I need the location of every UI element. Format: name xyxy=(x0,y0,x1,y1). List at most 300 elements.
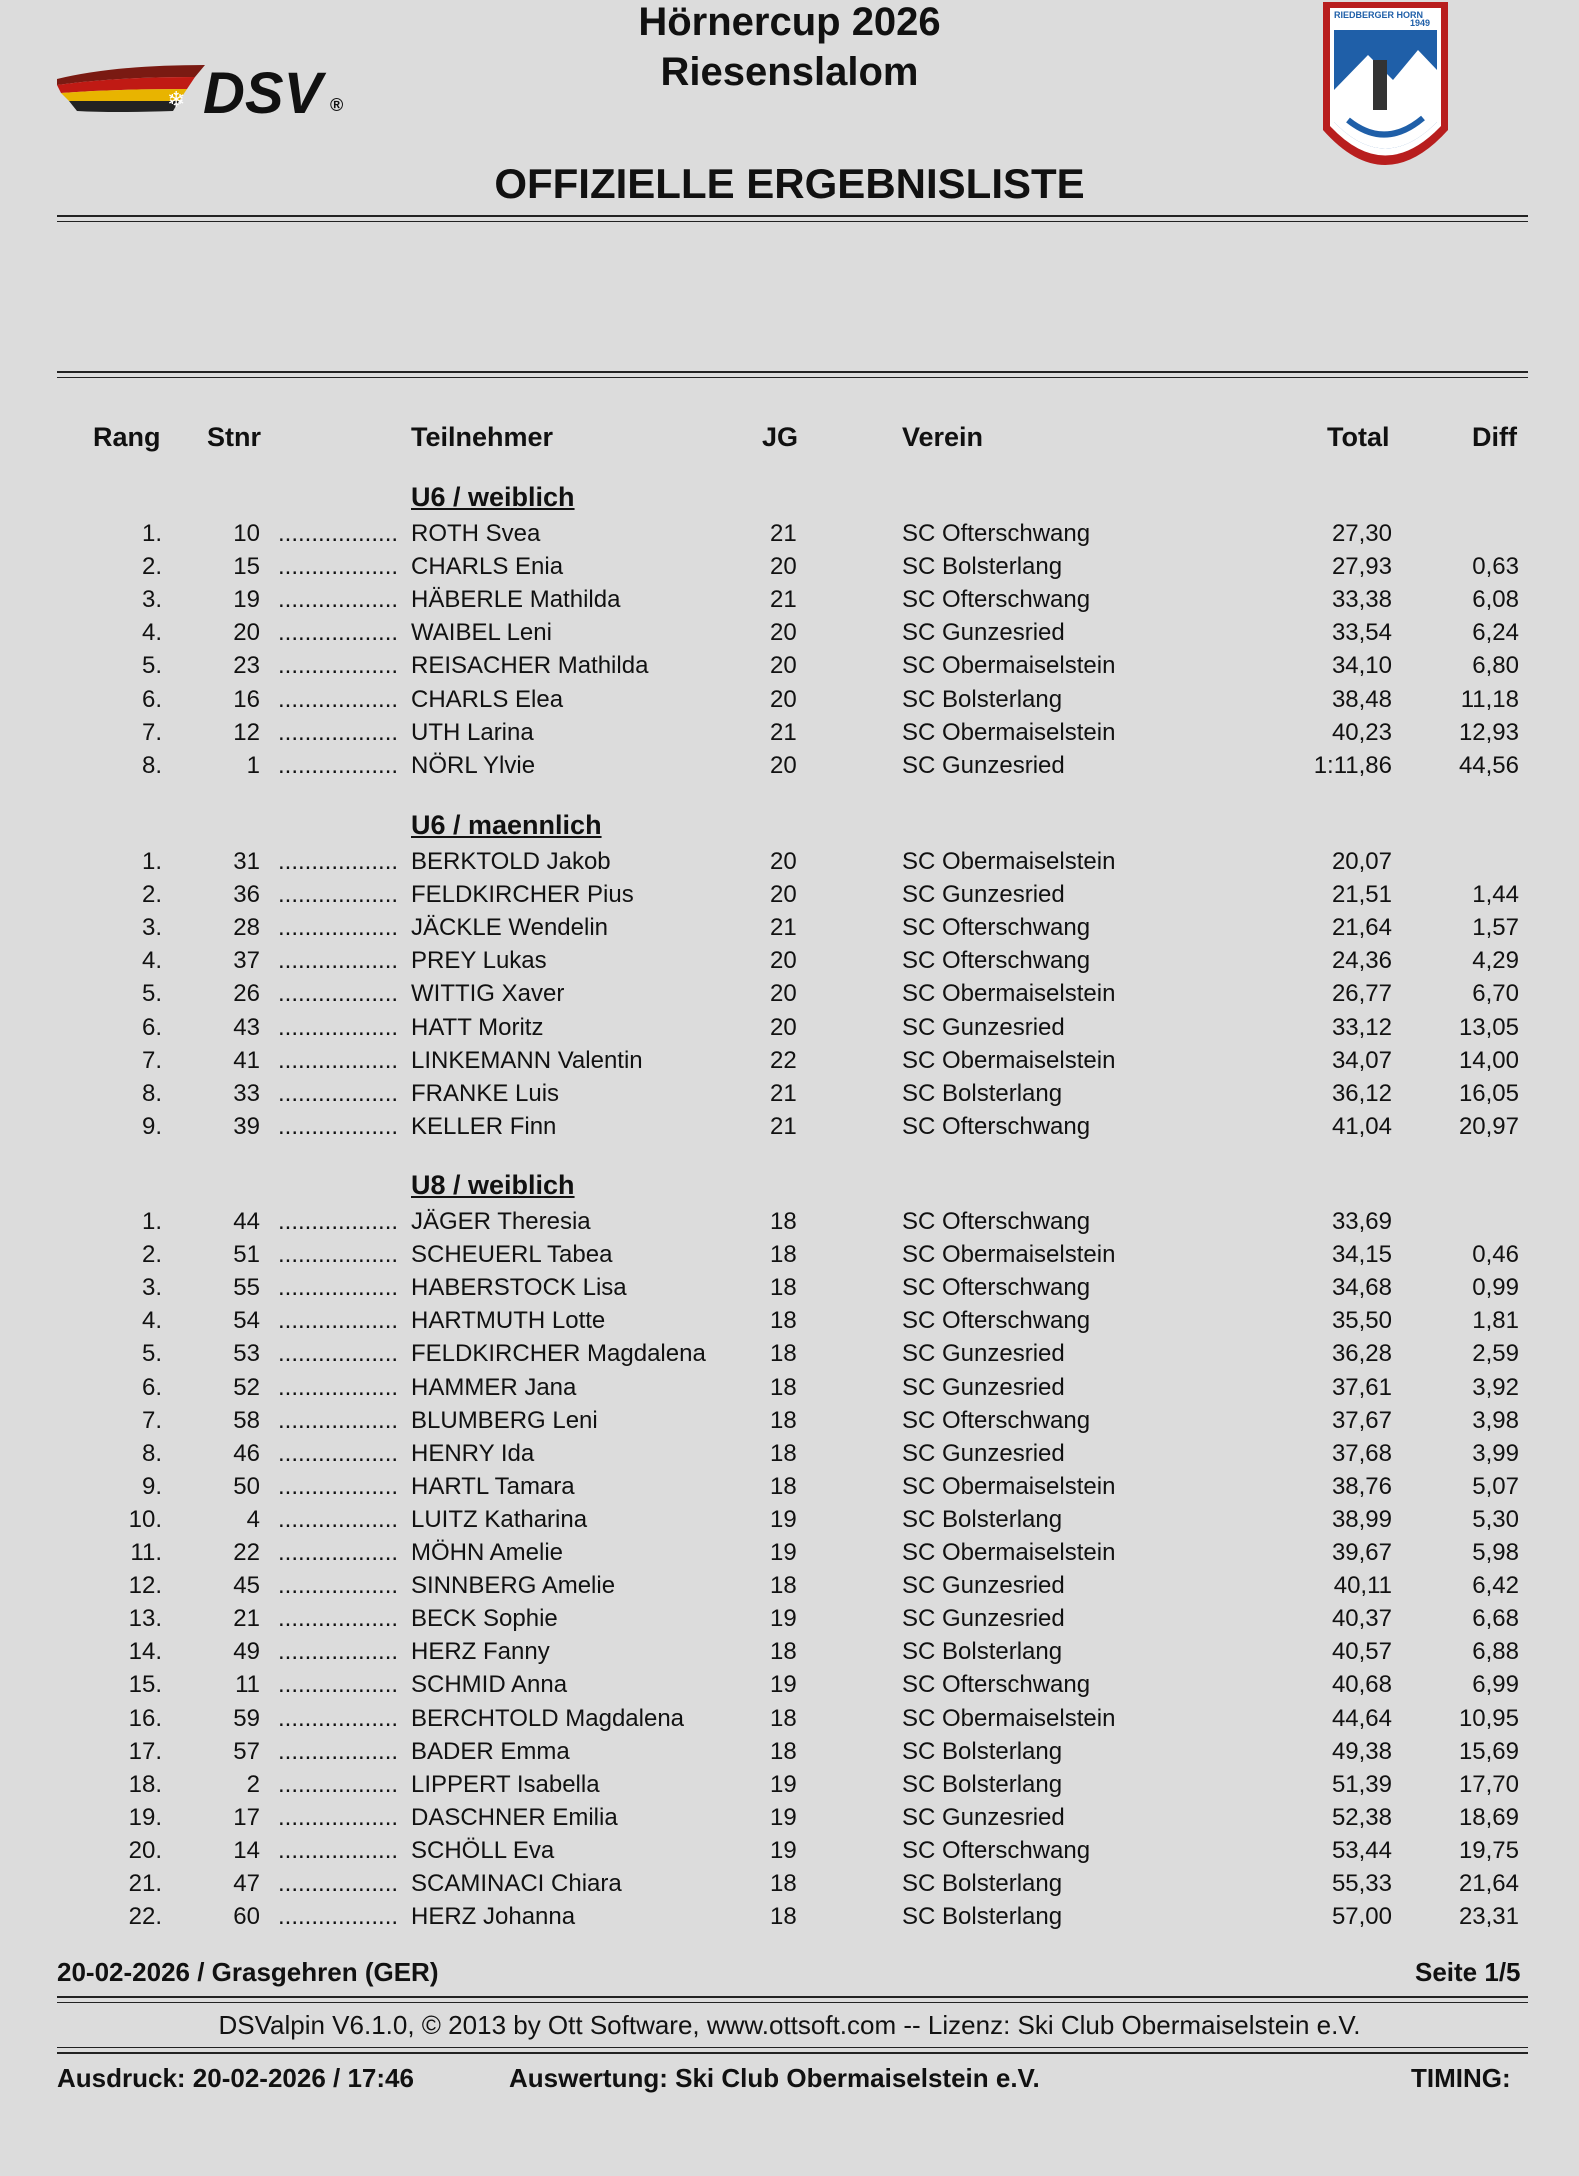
diff-cell: 6,99 xyxy=(1472,1671,1519,1699)
dot-leader: .................. xyxy=(278,1605,399,1633)
diff-cell: 17,70 xyxy=(1458,1770,1519,1798)
jg-cell: 20 xyxy=(770,751,797,779)
dot-leader: .................. xyxy=(278,1770,399,1798)
jg-cell: 21 xyxy=(770,914,797,942)
col-rang: Rang xyxy=(93,422,161,452)
dot-leader: .................. xyxy=(278,1307,399,1335)
stnr-cell: 50 xyxy=(233,1472,260,1500)
table-row xyxy=(0,881,1579,914)
stnr-cell: 15 xyxy=(233,553,260,581)
jg-cell: 20 xyxy=(770,1013,797,1041)
table-row xyxy=(0,1241,1579,1274)
total-cell: 27,30 xyxy=(1331,520,1392,547)
jg-cell: 19 xyxy=(770,1671,797,1699)
diff-cell: 6,80 xyxy=(1472,652,1519,680)
name-cell: CHARLS Elea xyxy=(411,685,564,713)
name-cell: CHARLS Enia xyxy=(411,553,564,581)
stnr-cell: 17 xyxy=(233,1803,260,1831)
name-cell: PREY Lukas xyxy=(411,947,547,975)
rang-cell: 2. xyxy=(141,1241,162,1269)
stnr-cell: 49 xyxy=(233,1638,260,1666)
verein-cell: SC Gunzesried xyxy=(902,1340,1065,1368)
name-cell: UTH Larina xyxy=(411,718,534,746)
diff-cell: 1,81 xyxy=(1472,1307,1519,1335)
stnr-cell: 4 xyxy=(246,1505,260,1533)
rang-cell: 2. xyxy=(141,881,162,909)
crest-year: 1949 xyxy=(1410,18,1431,28)
table-row xyxy=(0,1870,1579,1903)
rang-cell: 1. xyxy=(141,848,162,875)
name-cell: FRANKE Luis xyxy=(411,1079,560,1107)
diff-cell: 5,98 xyxy=(1472,1539,1519,1566)
table-row xyxy=(0,1113,1579,1146)
table-row xyxy=(0,1473,1579,1506)
name-cell: SCHEUERL Tabea xyxy=(411,1241,613,1269)
stnr-cell: 47 xyxy=(233,1870,260,1897)
dot-leader: .................. xyxy=(278,1274,399,1302)
rang-cell: 12. xyxy=(128,1572,162,1600)
name-cell: HÄBERLE Mathilda xyxy=(411,586,621,614)
diff-cell: 6,68 xyxy=(1472,1605,1519,1633)
jg-cell: 20 xyxy=(770,848,797,875)
rang-cell: 8. xyxy=(141,1439,162,1467)
jg-cell: 20 xyxy=(770,685,797,713)
verein-cell: SC Ofterschwang xyxy=(902,1836,1091,1864)
verein-cell: SC Gunzesried xyxy=(902,1605,1065,1633)
name-cell: HABERSTOCK Lisa xyxy=(411,1274,627,1302)
dot-leader: .................. xyxy=(278,1373,399,1401)
stnr-cell: 11 xyxy=(235,1671,260,1699)
dot-leader: .................. xyxy=(278,1472,399,1500)
total-cell: 49,38 xyxy=(1331,1737,1392,1765)
stnr-cell: 57 xyxy=(233,1737,260,1765)
total-cell: 36,12 xyxy=(1331,1079,1392,1107)
total-cell: 52,38 xyxy=(1331,1803,1392,1831)
rang-cell: 7. xyxy=(141,718,162,746)
diff-cell: 3,92 xyxy=(1472,1373,1519,1401)
verein-cell: SC Obermaiselstein xyxy=(902,1472,1116,1500)
table-row xyxy=(0,1047,1579,1080)
header-rule xyxy=(57,215,1528,217)
verein-cell: SC Ofterschwang xyxy=(902,1274,1091,1302)
stnr-cell: 59 xyxy=(233,1704,260,1732)
table-row xyxy=(0,1638,1579,1671)
total-cell: 36,28 xyxy=(1331,1340,1392,1368)
verein-cell: SC Obermaiselstein xyxy=(902,718,1116,746)
diff-cell: 6,42 xyxy=(1472,1572,1519,1600)
section-title: U6 / maennlich xyxy=(411,810,602,840)
name-cell: FELDKIRCHER Magdalena xyxy=(411,1340,706,1368)
dot-leader: .................. xyxy=(278,1406,399,1434)
total-cell: 53,44 xyxy=(1331,1836,1392,1864)
diff-cell: 19,75 xyxy=(1458,1836,1519,1864)
name-cell: LUITZ Katharina xyxy=(411,1505,588,1533)
diff-cell: 15,69 xyxy=(1458,1737,1519,1765)
dot-leader: .................. xyxy=(278,520,399,547)
total-cell: 39,67 xyxy=(1331,1539,1392,1566)
stnr-cell: 39 xyxy=(233,1112,260,1140)
stnr-cell: 54 xyxy=(233,1307,260,1335)
verein-cell: SC Ofterschwang xyxy=(902,1307,1091,1335)
verein-cell: SC Gunzesried xyxy=(902,619,1065,647)
verein-cell: SC Gunzesried xyxy=(902,1803,1065,1831)
total-cell: 26,77 xyxy=(1331,980,1392,1008)
name-cell: SCHMID Anna xyxy=(411,1671,568,1699)
rang-cell: 6. xyxy=(141,1013,162,1041)
diff-cell: 11,18 xyxy=(1460,685,1519,713)
rang-cell: 14. xyxy=(128,1638,162,1666)
stnr-cell: 31 xyxy=(233,848,260,875)
verein-cell: SC Bolsterlang xyxy=(902,1737,1063,1765)
rang-cell: 7. xyxy=(141,1046,162,1074)
jg-cell: 21 xyxy=(770,586,797,614)
table-row xyxy=(0,1307,1579,1340)
stnr-cell: 16 xyxy=(233,685,260,713)
total-cell: 40,23 xyxy=(1331,718,1392,746)
rang-cell: 19. xyxy=(128,1803,162,1831)
svg-text:®: ® xyxy=(330,95,344,115)
stnr-cell: 58 xyxy=(233,1406,260,1434)
jg-cell: 19 xyxy=(770,1836,797,1864)
stnr-cell: 14 xyxy=(233,1836,260,1864)
name-cell: HENRY Ida xyxy=(411,1439,535,1467)
col-jg: JG xyxy=(762,422,799,452)
section-title: U8 / weiblich xyxy=(411,1170,575,1200)
dot-leader: .................. xyxy=(278,1241,399,1269)
name-cell: HATT Moritz xyxy=(411,1013,544,1041)
total-cell: 37,61 xyxy=(1331,1373,1392,1401)
jg-cell: 19 xyxy=(770,1505,797,1533)
total-cell: 44,64 xyxy=(1331,1704,1392,1732)
verein-cell: SC Ofterschwang xyxy=(902,1112,1091,1140)
rang-cell: 21. xyxy=(128,1870,162,1897)
table-row xyxy=(0,1903,1579,1936)
jg-cell: 21 xyxy=(770,1079,797,1107)
table-row xyxy=(0,619,1579,652)
table-row xyxy=(0,520,1579,553)
jg-cell: 20 xyxy=(770,881,797,909)
rang-cell: 15. xyxy=(128,1671,162,1699)
dot-leader: .................. xyxy=(278,1803,399,1831)
rang-cell: 6. xyxy=(141,685,162,713)
total-cell: 21,64 xyxy=(1331,914,1392,942)
name-cell: JÄGER Theresia xyxy=(411,1208,591,1235)
stnr-cell: 20 xyxy=(233,619,260,647)
verein-cell: SC Gunzesried xyxy=(902,1572,1065,1600)
diff-cell: 1,57 xyxy=(1472,914,1519,942)
jg-cell: 18 xyxy=(770,1208,797,1235)
dot-leader: .................. xyxy=(278,553,399,581)
table-row xyxy=(0,1374,1579,1407)
diff-cell: 0,63 xyxy=(1472,553,1519,581)
total-cell: 24,36 xyxy=(1331,947,1392,975)
header-rule-thin xyxy=(57,221,1528,222)
diff-cell: 5,07 xyxy=(1472,1472,1519,1500)
rang-cell: 9. xyxy=(141,1112,162,1140)
jg-cell: 21 xyxy=(770,718,797,746)
verein-cell: SC Bolsterlang xyxy=(902,1079,1063,1107)
dot-leader: .................. xyxy=(278,1638,399,1666)
total-cell: 37,67 xyxy=(1331,1406,1392,1434)
name-cell: HARTL Tamara xyxy=(411,1472,575,1500)
diff-cell: 12,93 xyxy=(1458,718,1519,746)
diff-cell: 3,98 xyxy=(1472,1406,1519,1434)
jg-cell: 18 xyxy=(770,1307,797,1335)
name-cell: HERZ Fanny xyxy=(411,1638,550,1666)
total-cell: 34,07 xyxy=(1331,1046,1392,1074)
total-cell: 41,04 xyxy=(1331,1112,1392,1140)
diff-cell: 20,97 xyxy=(1458,1112,1519,1140)
table-row xyxy=(0,1340,1579,1373)
total-cell: 40,57 xyxy=(1331,1638,1392,1666)
stnr-cell: 19 xyxy=(233,586,260,614)
table-row xyxy=(0,553,1579,586)
stnr-cell: 44 xyxy=(233,1208,260,1235)
diff-cell: 21,64 xyxy=(1458,1870,1519,1897)
dot-leader: .................. xyxy=(278,1340,399,1368)
verein-cell: SC Gunzesried xyxy=(902,1439,1065,1467)
jg-cell: 18 xyxy=(770,1870,797,1897)
jg-cell: 18 xyxy=(770,1439,797,1467)
name-cell: ROTH Svea xyxy=(411,520,541,547)
stnr-cell: 21 xyxy=(233,1605,260,1633)
stnr-cell: 51 xyxy=(233,1241,260,1269)
diff-cell: 13,05 xyxy=(1458,1013,1519,1041)
name-cell: BERCHTOLD Magdalena xyxy=(411,1704,685,1732)
total-cell: 38,48 xyxy=(1331,685,1392,713)
stnr-cell: 10 xyxy=(233,520,260,547)
stnr-cell: 45 xyxy=(233,1572,260,1600)
total-cell: 38,76 xyxy=(1331,1472,1392,1500)
diff-cell: 6,88 xyxy=(1472,1638,1519,1666)
jg-cell: 18 xyxy=(770,1241,797,1269)
table-row xyxy=(0,1804,1579,1837)
table-row xyxy=(0,1837,1579,1870)
dsv-logo-text: DSV xyxy=(203,61,323,125)
rang-cell: 4. xyxy=(141,1307,162,1335)
total-cell: 40,37 xyxy=(1331,1605,1392,1633)
diff-cell: 10,95 xyxy=(1458,1704,1519,1732)
rang-cell: 4. xyxy=(141,619,162,647)
verein-cell: SC Gunzesried xyxy=(902,881,1065,909)
rang-cell: 4. xyxy=(141,947,162,975)
jg-cell: 20 xyxy=(770,652,797,680)
footer-timing: TIMING: xyxy=(1411,2063,1511,2093)
table-row xyxy=(0,1506,1579,1539)
table-row xyxy=(0,1014,1579,1047)
table-top-rule xyxy=(57,371,1528,373)
rang-cell: 7. xyxy=(141,1406,162,1434)
verein-cell: SC Obermaiselstein xyxy=(902,652,1116,680)
rang-cell: 20. xyxy=(128,1836,162,1864)
event-title: Hörnercup 2026 xyxy=(638,0,941,44)
name-cell: BECK Sophie xyxy=(411,1605,558,1633)
dot-leader: .................. xyxy=(278,980,399,1008)
diff-cell: 23,31 xyxy=(1458,1903,1519,1931)
name-cell: HARTMUTH Lotte xyxy=(411,1307,606,1335)
dot-leader: .................. xyxy=(278,685,399,713)
jg-cell: 19 xyxy=(770,1770,797,1798)
col-stnr: Stnr xyxy=(207,422,261,452)
total-cell: 37,68 xyxy=(1331,1439,1392,1467)
stnr-cell: 23 xyxy=(233,652,260,680)
name-cell: DASCHNER Emilia xyxy=(411,1803,618,1831)
diff-cell: 0,99 xyxy=(1472,1274,1519,1302)
dot-leader: .................. xyxy=(278,1704,399,1732)
table-row xyxy=(0,980,1579,1013)
table-top-rule-thin xyxy=(57,377,1528,378)
table-row xyxy=(0,1208,1579,1241)
table-row xyxy=(0,1407,1579,1440)
dot-leader: .................. xyxy=(278,1112,399,1140)
dot-leader: .................. xyxy=(278,1539,399,1566)
total-cell: 33,12 xyxy=(1331,1013,1392,1041)
name-cell: BERKTOLD Jakob xyxy=(411,848,611,875)
stnr-cell: 22 xyxy=(233,1539,260,1566)
footer-evaluation: Auswertung: Ski Club Obermaiselstein e.V. xyxy=(509,2063,1040,2093)
diff-cell: 14,00 xyxy=(1458,1046,1519,1074)
dot-leader: .................. xyxy=(278,1903,399,1931)
jg-cell: 21 xyxy=(770,1112,797,1140)
total-cell: 33,54 xyxy=(1331,619,1392,647)
dot-leader: .................. xyxy=(278,1439,399,1467)
event-discipline: Riesenslalom xyxy=(660,50,919,94)
jg-cell: 19 xyxy=(770,1605,797,1633)
jg-cell: 18 xyxy=(770,1572,797,1600)
table-row xyxy=(0,1605,1579,1638)
stnr-cell: 53 xyxy=(233,1340,260,1368)
jg-cell: 18 xyxy=(770,1373,797,1401)
diff-cell: 6,24 xyxy=(1472,619,1519,647)
jg-cell: 21 xyxy=(770,520,797,547)
stnr-cell: 60 xyxy=(233,1903,260,1931)
diff-cell: 18,69 xyxy=(1458,1803,1519,1831)
table-row xyxy=(0,652,1579,685)
jg-cell: 18 xyxy=(770,1406,797,1434)
total-cell: 51,39 xyxy=(1331,1770,1392,1798)
stnr-cell: 33 xyxy=(233,1079,260,1107)
rang-cell: 2. xyxy=(141,553,162,581)
jg-cell: 20 xyxy=(770,619,797,647)
verein-cell: SC Bolsterlang xyxy=(902,1505,1063,1533)
total-cell: 38,99 xyxy=(1331,1505,1392,1533)
total-cell: 40,11 xyxy=(1333,1572,1392,1600)
stnr-cell: 28 xyxy=(233,914,260,942)
rang-cell: 13. xyxy=(128,1605,162,1633)
stnr-cell: 36 xyxy=(233,881,260,909)
jg-cell: 18 xyxy=(770,1704,797,1732)
table-row xyxy=(0,947,1579,980)
name-cell: FELDKIRCHER Pius xyxy=(411,881,634,909)
rang-cell: 11. xyxy=(130,1539,162,1566)
total-cell: 1:11,86 xyxy=(1313,751,1392,779)
jg-cell: 18 xyxy=(770,1903,797,1931)
verein-cell: SC Bolsterlang xyxy=(902,1770,1063,1798)
table-row xyxy=(0,1274,1579,1307)
footer-rule xyxy=(57,1996,1528,1998)
dot-leader: .................. xyxy=(278,1737,399,1765)
name-cell: KELLER Finn xyxy=(411,1112,557,1140)
verein-cell: SC Obermaiselstein xyxy=(902,1539,1116,1566)
total-cell: 57,00 xyxy=(1331,1903,1392,1931)
table-row xyxy=(0,1738,1579,1771)
name-cell: SINNBERG Amelie xyxy=(411,1572,616,1600)
verein-cell: SC Ofterschwang xyxy=(902,1406,1091,1434)
total-cell: 34,15 xyxy=(1331,1241,1392,1269)
verein-cell: SC Obermaiselstein xyxy=(902,1241,1116,1269)
diff-cell: 44,56 xyxy=(1458,751,1519,779)
total-cell: 21,51 xyxy=(1331,881,1392,909)
rang-cell: 16. xyxy=(128,1704,162,1732)
dot-leader: .................. xyxy=(278,1671,399,1699)
verein-cell: SC Obermaiselstein xyxy=(902,848,1116,875)
stnr-cell: 43 xyxy=(233,1013,260,1041)
verein-cell: SC Ofterschwang xyxy=(902,1208,1091,1235)
jg-cell: 19 xyxy=(770,1539,797,1566)
stnr-cell: 26 xyxy=(233,980,260,1008)
footer-printout: Ausdruck: 20-02-2026 / 17:46 xyxy=(57,2063,414,2093)
rang-cell: 5. xyxy=(141,980,162,1008)
rang-cell: 3. xyxy=(141,914,162,942)
diff-cell: 4,29 xyxy=(1472,947,1519,975)
diff-cell: 5,30 xyxy=(1472,1505,1519,1533)
dot-leader: .................. xyxy=(278,1505,399,1533)
name-cell: BLUMBERG Leni xyxy=(411,1406,598,1434)
stnr-cell: 1 xyxy=(246,751,260,779)
table-row xyxy=(0,1671,1579,1704)
footer-rule-thin xyxy=(57,2002,1528,2003)
diff-cell: 16,05 xyxy=(1458,1079,1519,1107)
verein-cell: SC Gunzesried xyxy=(902,1373,1065,1401)
diff-cell: 3,99 xyxy=(1472,1439,1519,1467)
col-teilnehmer: Teilnehmer xyxy=(411,422,554,452)
jg-cell: 20 xyxy=(770,947,797,975)
total-cell: 35,50 xyxy=(1331,1307,1392,1335)
name-cell: HAMMER Jana xyxy=(411,1373,577,1401)
stnr-cell: 37 xyxy=(233,947,260,975)
dot-leader: .................. xyxy=(278,1208,399,1235)
jg-cell: 20 xyxy=(770,553,797,581)
name-cell: HERZ Johanna xyxy=(411,1903,576,1931)
total-cell: 34,68 xyxy=(1331,1274,1392,1302)
stnr-cell: 12 xyxy=(233,718,260,746)
table-row xyxy=(0,719,1579,752)
rang-cell: 6. xyxy=(141,1373,162,1401)
section-title: U6 / weiblich xyxy=(411,482,575,512)
total-cell: 20,07 xyxy=(1331,848,1392,875)
jg-cell: 18 xyxy=(770,1340,797,1368)
table-row xyxy=(0,848,1579,881)
verein-cell: SC Bolsterlang xyxy=(902,685,1063,713)
dot-leader: .................. xyxy=(278,652,399,680)
table-row xyxy=(0,586,1579,619)
verein-cell: SC Ofterschwang xyxy=(902,520,1091,547)
rang-cell: 8. xyxy=(141,751,162,779)
footer-software: DSValpin V6.1.0, © 2013 by Ott Software, www.ottsoft.com -- Lizenz: Ski Club Obermaiselstein e.V. xyxy=(218,2010,1361,2040)
verein-cell: SC Bolsterlang xyxy=(902,553,1063,581)
dot-leader: .................. xyxy=(278,1046,399,1074)
dot-leader: .................. xyxy=(278,586,399,614)
verein-cell: SC Ofterschwang xyxy=(902,947,1091,975)
total-cell: 33,69 xyxy=(1331,1208,1392,1235)
rang-cell: 5. xyxy=(141,652,162,680)
dot-leader: .................. xyxy=(278,1079,399,1107)
name-cell: REISACHER Mathilda xyxy=(411,652,649,680)
verein-cell: SC Ofterschwang xyxy=(902,1671,1091,1699)
verein-cell: SC Obermaiselstein xyxy=(902,1704,1116,1732)
table-row xyxy=(0,1771,1579,1804)
rang-cell: 1. xyxy=(141,1208,162,1235)
